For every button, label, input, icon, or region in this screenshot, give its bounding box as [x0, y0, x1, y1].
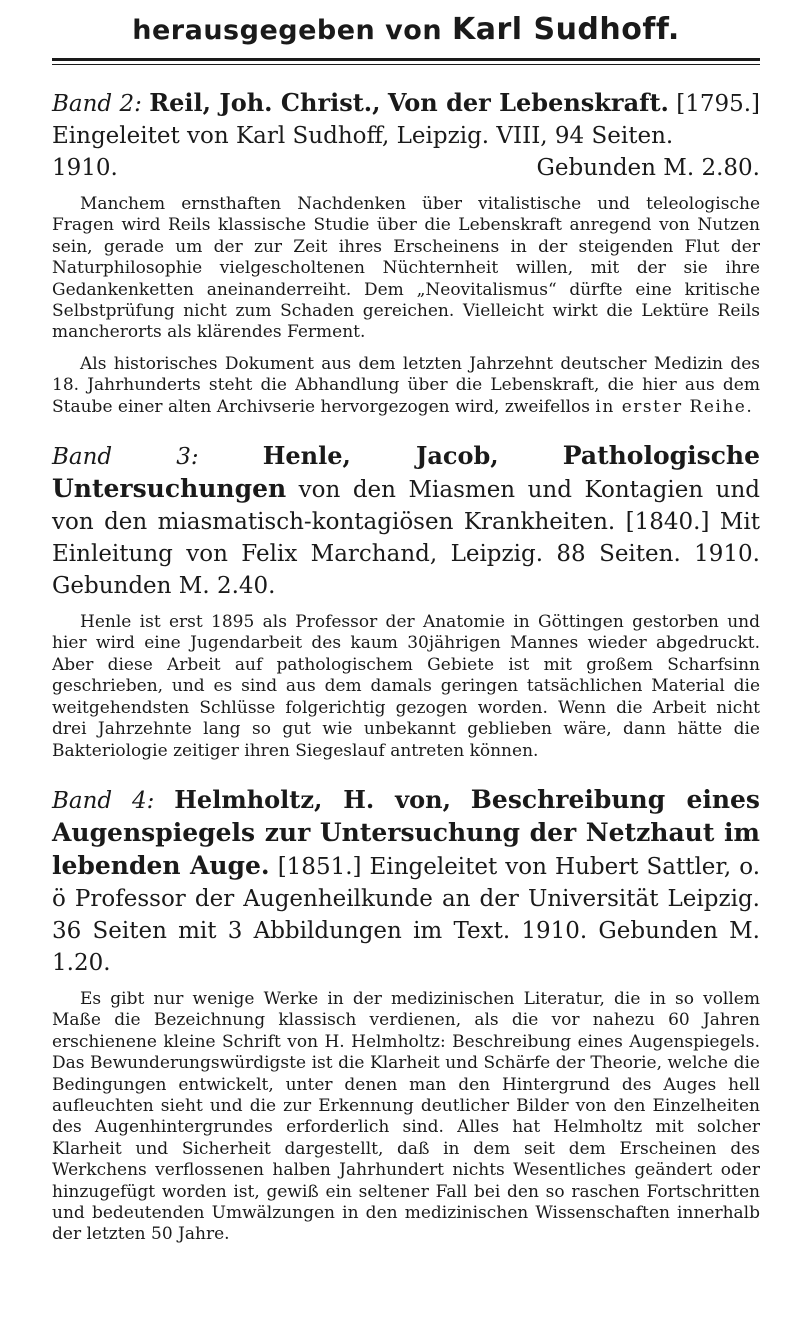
header-rule-thin — [52, 64, 760, 65]
description-paragraph: Es gibt nur wenige Werke in der medizinischen Literatur, die in so vollem Maße die Bezeichnung klassisch verdienen, als die vor nahezu 60 Jahren erschienene kleine Schrift von H. Helmholtz: Beschreibung eines Augenspiegels. Das Bewunderungswürdigste ist die Klarheit und Schärfe der Theorie, welche die Bedingungen entwickelt, unter denen man den Hintergrund des Auges hell aufleuchten sieht und die zur Erkennung deutlicher Bilder von den Einzelheiten des Augenhintergrundes erforderlich sind. Alles hat Helmholtz mit solcher Klarheit und Sicherheit dargestellt, daß in dem seit dem Erscheinen des Werkchens verflossenen halben Jahrhundert nichts Wesentliches geändert oder hinzugefügt worden ist, gewiß ein seltener Fall bei den so raschen Fortschritten und bedeutenden Umwälzungen in den medizinischen Wissenschaften innerhalb der letzten 50 Jahre. — [52, 988, 760, 1245]
entry-heading — [52, 440, 760, 602]
author-name: Henle, Jacob, — [262, 441, 499, 471]
entry-band-3 — [52, 440, 760, 762]
description-paragraph — [52, 354, 760, 418]
entry-heading — [52, 784, 760, 979]
running-head — [52, 0, 760, 48]
band-number: Band 2: — [52, 91, 142, 117]
entry-details: [1851.] Eingeleitet von Hubert Sattler, o. ö Professor der Augenheilkunde an der Universität Leipzig. 36 Seiten mit 3 Abbildungen im Text. 1910. Gebunden M. 1.20. — [52, 853, 761, 976]
paragraph-text: Als historisches Dokument aus dem letzten Jahrzehnt deutscher Medizin des 18. Jahrhunderts steht die Abhandlung über die Lebenskraft, die hier aus dem Staube einer alten Archivserie hervorgezogen wird, zweifellos — [52, 353, 760, 417]
author-name: Helmholtz, H. von, — [174, 784, 451, 814]
description-paragraph: Manchem ernsthaften Nachdenken über vitalistische und teleologische Fragen wird Reils klassische Studie über die Lebenskraft anregend von Nutzen sein, gerade um der zur Zeit ihres Erscheinens in der steigenden Flut der Naturphilosophie vielgescholtenen Nüchternheit willen, mit der sie ihre Gedankenketten aneinanderreiht. Dem „Neovitalismus“ dürfte eine kritische Selbstprüfung nicht zum Schaden gereichen. Vielleicht wirkt die Lektüre Reils mancherorts als klärendes Ferment. — [52, 194, 760, 343]
price: Gebunden M. 2.80. — [536, 155, 760, 181]
entry-band-4 — [52, 784, 760, 1246]
publication-year: 1910. — [52, 155, 118, 181]
description-paragraph: Henle ist erst 1895 als Professor der Anatomie in Göttingen gestorben und hier wird eine Jugendarbeit des kaum 30jährigen Mannes wieder abgedruckt. Aber diese Arbeit auf pathologischem Gebiete ist mit großem Scharfsinn geschrieben, und es sind aus dem damals geringen tatsächlichen Material die weitgehendsten Schlüsse folgerichtig gezogen worden. Wenn die Arbeit nicht drei Jahrzehnte lang so gut wie unbekannt geblieben wäre, dann hätte die Bakteriologie zeitiger ihren Siegeslauf antreten können. — [52, 612, 760, 761]
entry-details: von den Miasmen und Kontagien und von den miasmatisch-kontagiösen Krankheiten. [1840.] Mit Einleitung von Felix Marchand, Leipzig. 88 Seiten. 1910. Gebunden M. 2.40. — [52, 477, 760, 600]
original-year: [1795.] — [676, 91, 761, 117]
price-line — [52, 152, 760, 184]
spaced-emphasis: in erster Reihe. — [595, 396, 754, 417]
header-rule — [52, 58, 760, 61]
entry-heading — [52, 87, 760, 152]
band-number: Band 3: — [52, 444, 199, 471]
running-head-prefix: herausgegeben von — [132, 15, 443, 46]
running-head-name: Karl Sudhoff. — [451, 12, 680, 47]
band-number: Band 4: — [52, 787, 155, 814]
edition-details: Eingeleitet von Karl Sudhoff, Leipzig. VIII, 94 Seiten. — [52, 123, 674, 149]
work-title: Beschreibung eines Augenspiegels zur Untersuchung der Netzhaut im lebenden Auge. — [52, 784, 760, 880]
work-title: Von der Lebenskraft. — [387, 88, 669, 117]
author-name: Reil, Joh. Christ., — [149, 88, 381, 117]
entry-band-2 — [52, 87, 760, 418]
work-title: Pathologische Untersuchungen — [52, 441, 761, 504]
